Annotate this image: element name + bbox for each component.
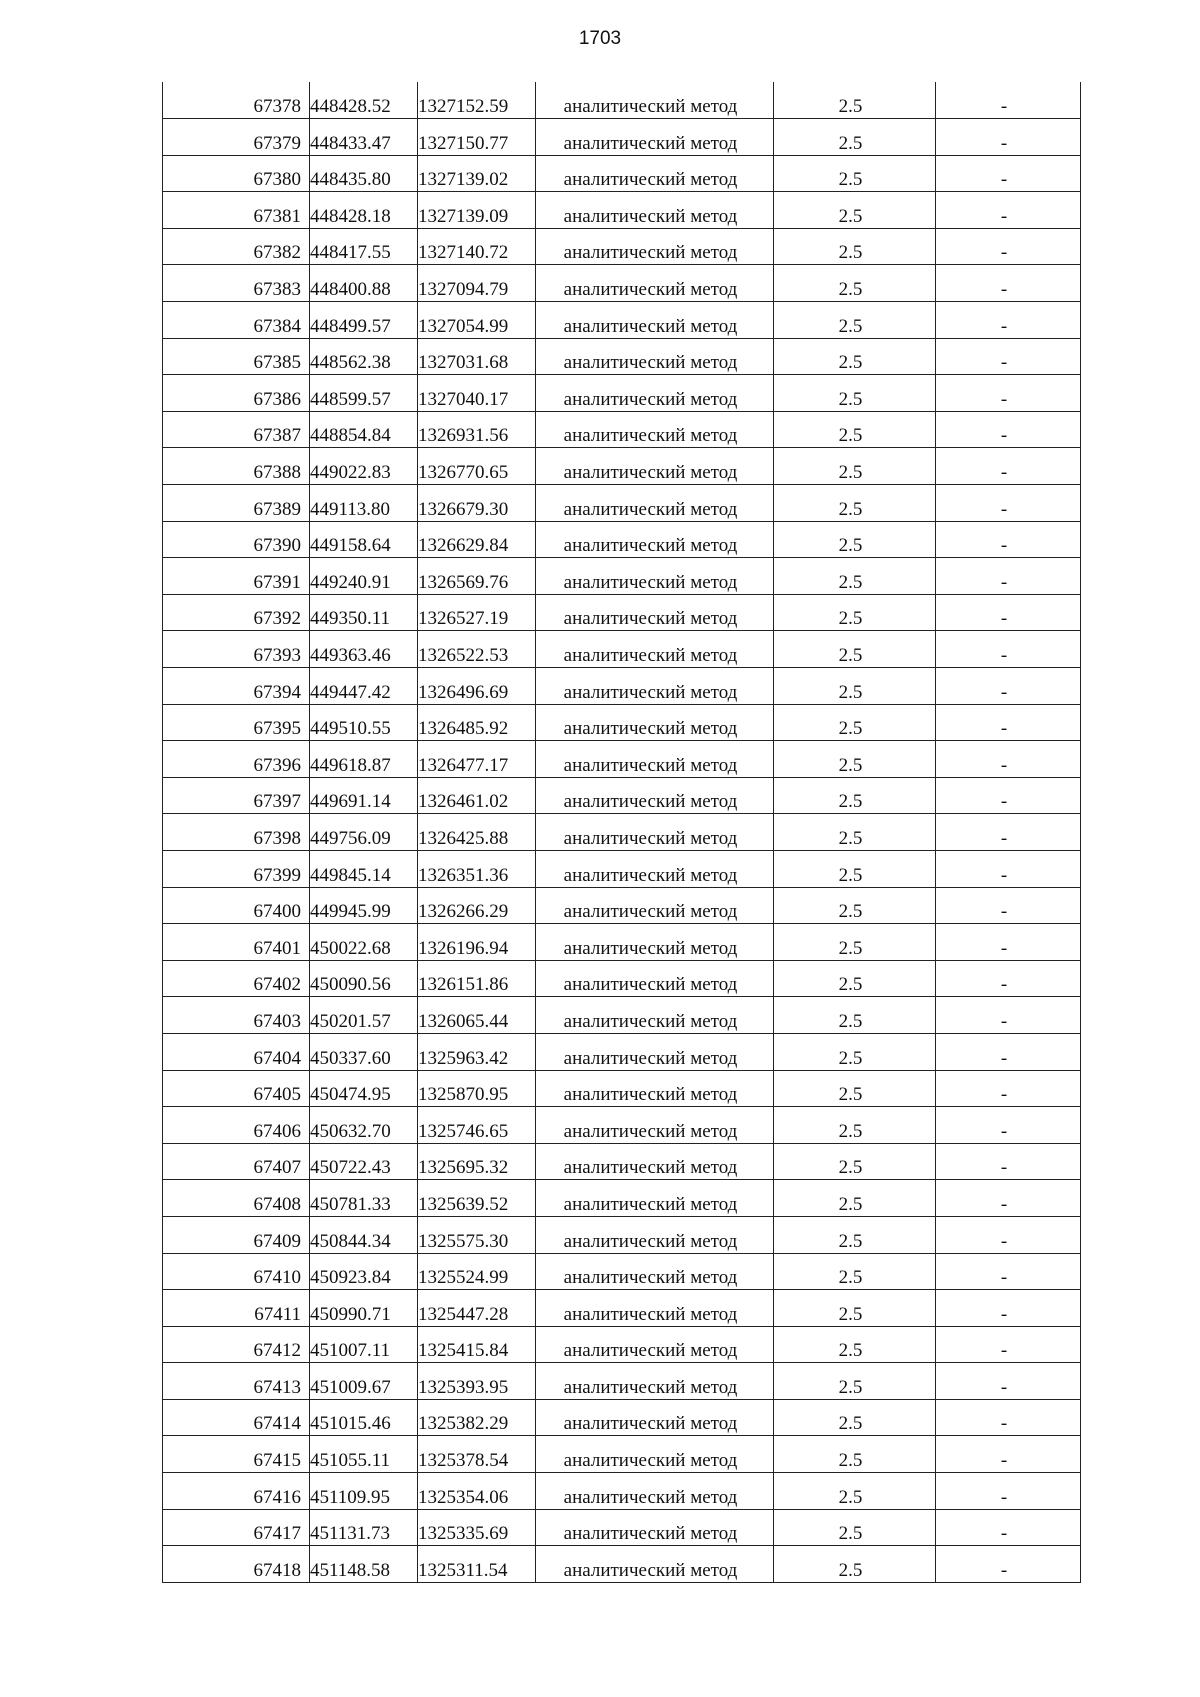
table-row	[163, 119, 1081, 156]
accuracy-cell: 2.5	[774, 741, 936, 778]
note-cell: -	[936, 1473, 1081, 1510]
method-cell: аналитический метод	[536, 1143, 774, 1180]
note-cell: -	[936, 631, 1081, 668]
point-number-cell: 67379	[163, 119, 310, 156]
method-cell: аналитический метод	[536, 302, 774, 339]
x-coordinate-cell: 450022.68	[310, 924, 418, 961]
method-cell: аналитический метод	[536, 1363, 774, 1400]
y-coordinate-cell: 1325963.42	[418, 1033, 536, 1070]
accuracy-cell: 2.5	[774, 228, 936, 265]
note-cell: -	[936, 1180, 1081, 1217]
accuracy-cell: 2.5	[774, 960, 936, 997]
x-coordinate-cell: 450632.70	[310, 1107, 418, 1144]
table-row	[163, 1363, 1081, 1400]
accuracy-cell: 2.5	[774, 1070, 936, 1107]
point-number-cell: 67402	[163, 960, 310, 997]
y-coordinate-cell: 1327031.68	[418, 338, 536, 375]
x-coordinate-cell: 450923.84	[310, 1253, 418, 1290]
x-coordinate-cell: 448428.18	[310, 192, 418, 229]
method-cell: аналитический метод	[536, 704, 774, 741]
method-cell: аналитический метод	[536, 1326, 774, 1363]
method-cell: аналитический метод	[536, 119, 774, 156]
point-number-cell: 67412	[163, 1326, 310, 1363]
accuracy-cell: 2.5	[774, 1399, 936, 1436]
accuracy-cell: 2.5	[774, 594, 936, 631]
point-number-cell: 67404	[163, 1033, 310, 1070]
y-coordinate-cell: 1325524.99	[418, 1253, 536, 1290]
method-cell: аналитический метод	[536, 814, 774, 851]
x-coordinate-cell: 451009.67	[310, 1363, 418, 1400]
table-row	[163, 1546, 1081, 1583]
x-coordinate-cell: 449447.42	[310, 668, 418, 705]
note-cell: -	[936, 1436, 1081, 1473]
table-row	[163, 997, 1081, 1034]
point-number-cell: 67391	[163, 558, 310, 595]
x-coordinate-cell: 451015.46	[310, 1399, 418, 1436]
x-coordinate-cell: 449363.46	[310, 631, 418, 668]
x-coordinate-cell: 448599.57	[310, 375, 418, 412]
note-cell: -	[936, 960, 1081, 997]
table-row	[163, 668, 1081, 705]
note-cell: -	[936, 741, 1081, 778]
y-coordinate-cell: 1327150.77	[418, 119, 536, 156]
note-cell: -	[936, 704, 1081, 741]
note-cell: -	[936, 1143, 1081, 1180]
method-cell: аналитический метод	[536, 1033, 774, 1070]
y-coordinate-cell: 1326477.17	[418, 741, 536, 778]
table-row	[163, 1509, 1081, 1546]
method-cell: аналитический метод	[536, 192, 774, 229]
method-cell: аналитический метод	[536, 1216, 774, 1253]
accuracy-cell: 2.5	[774, 1509, 936, 1546]
x-coordinate-cell: 450990.71	[310, 1290, 418, 1327]
y-coordinate-cell: 1326569.76	[418, 558, 536, 595]
y-coordinate-cell: 1327040.17	[418, 375, 536, 412]
method-cell: аналитический метод	[536, 887, 774, 924]
accuracy-cell: 2.5	[774, 375, 936, 412]
y-coordinate-cell: 1326679.30	[418, 485, 536, 522]
y-coordinate-cell: 1326425.88	[418, 814, 536, 851]
table-row	[163, 1473, 1081, 1510]
accuracy-cell: 2.5	[774, 82, 936, 119]
note-cell: -	[936, 1290, 1081, 1327]
note-cell: -	[936, 1326, 1081, 1363]
x-coordinate-cell: 449756.09	[310, 814, 418, 851]
accuracy-cell: 2.5	[774, 997, 936, 1034]
method-cell: аналитический метод	[536, 338, 774, 375]
point-number-cell: 67409	[163, 1216, 310, 1253]
method-cell: аналитический метод	[536, 228, 774, 265]
method-cell: аналитический метод	[536, 1473, 774, 1510]
x-coordinate-cell: 450781.33	[310, 1180, 418, 1217]
point-number-cell: 67410	[163, 1253, 310, 1290]
point-number-cell: 67406	[163, 1107, 310, 1144]
y-coordinate-cell: 1326770.65	[418, 448, 536, 485]
y-coordinate-cell: 1327139.02	[418, 155, 536, 192]
point-number-cell: 67395	[163, 704, 310, 741]
y-coordinate-cell: 1327139.09	[418, 192, 536, 229]
accuracy-cell: 2.5	[774, 119, 936, 156]
point-number-cell: 67394	[163, 668, 310, 705]
note-cell: -	[936, 668, 1081, 705]
accuracy-cell: 2.5	[774, 1326, 936, 1363]
accuracy-cell: 2.5	[774, 411, 936, 448]
accuracy-cell: 2.5	[774, 265, 936, 302]
accuracy-cell: 2.5	[774, 924, 936, 961]
accuracy-cell: 2.5	[774, 1473, 936, 1510]
point-number-cell: 67381	[163, 192, 310, 229]
method-cell: аналитический метод	[536, 558, 774, 595]
method-cell: аналитический метод	[536, 668, 774, 705]
y-coordinate-cell: 1325335.69	[418, 1509, 536, 1546]
table-row	[163, 1216, 1081, 1253]
method-cell: аналитический метод	[536, 485, 774, 522]
method-cell: аналитический метод	[536, 1070, 774, 1107]
point-number-cell: 67380	[163, 155, 310, 192]
point-number-cell: 67407	[163, 1143, 310, 1180]
table-row	[163, 1107, 1081, 1144]
y-coordinate-cell: 1325415.84	[418, 1326, 536, 1363]
x-coordinate-cell: 451148.58	[310, 1546, 418, 1583]
accuracy-cell: 2.5	[774, 302, 936, 339]
y-coordinate-cell: 1327094.79	[418, 265, 536, 302]
y-coordinate-cell: 1326496.69	[418, 668, 536, 705]
y-coordinate-cell: 1325378.54	[418, 1436, 536, 1473]
method-cell: аналитический метод	[536, 1509, 774, 1546]
x-coordinate-cell: 448400.88	[310, 265, 418, 302]
note-cell: -	[936, 265, 1081, 302]
table-row	[163, 448, 1081, 485]
table-row	[163, 777, 1081, 814]
y-coordinate-cell: 1325639.52	[418, 1180, 536, 1217]
accuracy-cell: 2.5	[774, 1180, 936, 1217]
table-row	[163, 558, 1081, 595]
point-number-cell: 67382	[163, 228, 310, 265]
table-row	[163, 924, 1081, 961]
table-row	[163, 411, 1081, 448]
table-row	[163, 155, 1081, 192]
note-cell: -	[936, 924, 1081, 961]
point-number-cell: 67405	[163, 1070, 310, 1107]
table-row	[163, 814, 1081, 851]
method-cell: аналитический метод	[536, 82, 774, 119]
method-cell: аналитический метод	[536, 521, 774, 558]
page-number: 1703	[578, 28, 622, 49]
point-number-cell: 67413	[163, 1363, 310, 1400]
y-coordinate-cell: 1325870.95	[418, 1070, 536, 1107]
point-number-cell: 67386	[163, 375, 310, 412]
y-coordinate-cell: 1326266.29	[418, 887, 536, 924]
point-number-cell: 67414	[163, 1399, 310, 1436]
accuracy-cell: 2.5	[774, 631, 936, 668]
table-row	[163, 265, 1081, 302]
x-coordinate-cell: 449350.11	[310, 594, 418, 631]
method-cell: аналитический метод	[536, 375, 774, 412]
accuracy-cell: 2.5	[774, 1107, 936, 1144]
note-cell: -	[936, 1399, 1081, 1436]
x-coordinate-cell: 449691.14	[310, 777, 418, 814]
note-cell: -	[936, 850, 1081, 887]
y-coordinate-cell: 1327054.99	[418, 302, 536, 339]
method-cell: аналитический метод	[536, 1107, 774, 1144]
x-coordinate-cell: 450201.57	[310, 997, 418, 1034]
x-coordinate-cell: 448433.47	[310, 119, 418, 156]
table-row	[163, 1143, 1081, 1180]
accuracy-cell: 2.5	[774, 850, 936, 887]
accuracy-cell: 2.5	[774, 1546, 936, 1583]
y-coordinate-cell: 1325447.28	[418, 1290, 536, 1327]
method-cell: аналитический метод	[536, 594, 774, 631]
accuracy-cell: 2.5	[774, 668, 936, 705]
table-row	[163, 594, 1081, 631]
x-coordinate-cell: 450474.95	[310, 1070, 418, 1107]
note-cell: -	[936, 302, 1081, 339]
method-cell: аналитический метод	[536, 1399, 774, 1436]
note-cell: -	[936, 1107, 1081, 1144]
accuracy-cell: 2.5	[774, 1290, 936, 1327]
note-cell: -	[936, 1363, 1081, 1400]
method-cell: аналитический метод	[536, 1290, 774, 1327]
note-cell: -	[936, 1070, 1081, 1107]
accuracy-cell: 2.5	[774, 1436, 936, 1473]
accuracy-cell: 2.5	[774, 485, 936, 522]
coordinates-table-body	[163, 82, 1081, 1582]
method-cell: аналитический метод	[536, 1546, 774, 1583]
table-row	[163, 521, 1081, 558]
accuracy-cell: 2.5	[774, 704, 936, 741]
method-cell: аналитический метод	[536, 850, 774, 887]
x-coordinate-cell: 448499.57	[310, 302, 418, 339]
x-coordinate-cell: 449158.64	[310, 521, 418, 558]
note-cell: -	[936, 887, 1081, 924]
point-number-cell: 67398	[163, 814, 310, 851]
x-coordinate-cell: 449113.80	[310, 485, 418, 522]
table-row	[163, 302, 1081, 339]
table-row	[163, 485, 1081, 522]
x-coordinate-cell: 449845.14	[310, 850, 418, 887]
y-coordinate-cell: 1325382.29	[418, 1399, 536, 1436]
note-cell: -	[936, 1509, 1081, 1546]
table-row	[163, 192, 1081, 229]
y-coordinate-cell: 1326351.36	[418, 850, 536, 887]
y-coordinate-cell: 1326931.56	[418, 411, 536, 448]
point-number-cell: 67411	[163, 1290, 310, 1327]
note-cell: -	[936, 1253, 1081, 1290]
x-coordinate-cell: 449510.55	[310, 704, 418, 741]
y-coordinate-cell: 1325746.65	[418, 1107, 536, 1144]
x-coordinate-cell: 451109.95	[310, 1473, 418, 1510]
note-cell: -	[936, 1216, 1081, 1253]
table-row	[163, 338, 1081, 375]
method-cell: аналитический метод	[536, 1180, 774, 1217]
method-cell: аналитический метод	[536, 1253, 774, 1290]
note-cell: -	[936, 155, 1081, 192]
table-row	[163, 1326, 1081, 1363]
note-cell: -	[936, 192, 1081, 229]
y-coordinate-cell: 1326522.53	[418, 631, 536, 668]
table-row	[163, 1033, 1081, 1070]
table-row	[163, 741, 1081, 778]
y-coordinate-cell: 1326196.94	[418, 924, 536, 961]
y-coordinate-cell: 1326151.86	[418, 960, 536, 997]
y-coordinate-cell: 1325311.54	[418, 1546, 536, 1583]
x-coordinate-cell: 450090.56	[310, 960, 418, 997]
accuracy-cell: 2.5	[774, 1253, 936, 1290]
accuracy-cell: 2.5	[774, 558, 936, 595]
point-number-cell: 67393	[163, 631, 310, 668]
table-row	[163, 1253, 1081, 1290]
accuracy-cell: 2.5	[774, 1363, 936, 1400]
point-number-cell: 67408	[163, 1180, 310, 1217]
x-coordinate-cell: 451007.11	[310, 1326, 418, 1363]
table-row	[163, 1180, 1081, 1217]
point-number-cell: 67383	[163, 265, 310, 302]
note-cell: -	[936, 375, 1081, 412]
point-number-cell: 67385	[163, 338, 310, 375]
y-coordinate-cell: 1327140.72	[418, 228, 536, 265]
point-number-cell: 67399	[163, 850, 310, 887]
accuracy-cell: 2.5	[774, 1216, 936, 1253]
y-coordinate-cell: 1327152.59	[418, 82, 536, 119]
note-cell: -	[936, 777, 1081, 814]
note-cell: -	[936, 82, 1081, 119]
accuracy-cell: 2.5	[774, 887, 936, 924]
point-number-cell: 67418	[163, 1546, 310, 1583]
x-coordinate-cell: 449240.91	[310, 558, 418, 595]
x-coordinate-cell: 448435.80	[310, 155, 418, 192]
note-cell: -	[936, 997, 1081, 1034]
y-coordinate-cell: 1325695.32	[418, 1143, 536, 1180]
point-number-cell: 67417	[163, 1509, 310, 1546]
x-coordinate-cell: 448854.84	[310, 411, 418, 448]
point-number-cell: 67397	[163, 777, 310, 814]
table-row	[163, 82, 1081, 119]
method-cell: аналитический метод	[536, 155, 774, 192]
method-cell: аналитический метод	[536, 741, 774, 778]
point-number-cell: 67389	[163, 485, 310, 522]
note-cell: -	[936, 558, 1081, 595]
note-cell: -	[936, 119, 1081, 156]
method-cell: аналитический метод	[536, 411, 774, 448]
point-number-cell: 67400	[163, 887, 310, 924]
note-cell: -	[936, 1033, 1081, 1070]
note-cell: -	[936, 411, 1081, 448]
x-coordinate-cell: 449945.99	[310, 887, 418, 924]
accuracy-cell: 2.5	[774, 155, 936, 192]
table-row	[163, 375, 1081, 412]
accuracy-cell: 2.5	[774, 338, 936, 375]
method-cell: аналитический метод	[536, 777, 774, 814]
y-coordinate-cell: 1326461.02	[418, 777, 536, 814]
x-coordinate-cell: 448417.55	[310, 228, 418, 265]
table-row	[163, 704, 1081, 741]
accuracy-cell: 2.5	[774, 521, 936, 558]
method-cell: аналитический метод	[536, 448, 774, 485]
x-coordinate-cell: 449022.83	[310, 448, 418, 485]
x-coordinate-cell: 448562.38	[310, 338, 418, 375]
y-coordinate-cell: 1325393.95	[418, 1363, 536, 1400]
y-coordinate-cell: 1326065.44	[418, 997, 536, 1034]
method-cell: аналитический метод	[536, 631, 774, 668]
note-cell: -	[936, 338, 1081, 375]
method-cell: аналитический метод	[536, 997, 774, 1034]
note-cell: -	[936, 1546, 1081, 1583]
point-number-cell: 67401	[163, 924, 310, 961]
x-coordinate-cell: 451055.11	[310, 1436, 418, 1473]
table-row	[163, 1070, 1081, 1107]
table-row	[163, 1399, 1081, 1436]
point-number-cell: 67378	[163, 82, 310, 119]
x-coordinate-cell: 448428.52	[310, 82, 418, 119]
table-row	[163, 887, 1081, 924]
y-coordinate-cell: 1326527.19	[418, 594, 536, 631]
point-number-cell: 67390	[163, 521, 310, 558]
method-cell: аналитический метод	[536, 265, 774, 302]
table-row	[163, 228, 1081, 265]
table-row	[163, 850, 1081, 887]
x-coordinate-cell: 450337.60	[310, 1033, 418, 1070]
accuracy-cell: 2.5	[774, 777, 936, 814]
accuracy-cell: 2.5	[774, 448, 936, 485]
point-number-cell: 67396	[163, 741, 310, 778]
y-coordinate-cell: 1326629.84	[418, 521, 536, 558]
point-number-cell: 67388	[163, 448, 310, 485]
method-cell: аналитический метод	[536, 924, 774, 961]
note-cell: -	[936, 594, 1081, 631]
y-coordinate-cell: 1326485.92	[418, 704, 536, 741]
note-cell: -	[936, 814, 1081, 851]
note-cell: -	[936, 448, 1081, 485]
accuracy-cell: 2.5	[774, 1033, 936, 1070]
accuracy-cell: 2.5	[774, 1143, 936, 1180]
table-row	[163, 1290, 1081, 1327]
accuracy-cell: 2.5	[774, 192, 936, 229]
x-coordinate-cell: 451131.73	[310, 1509, 418, 1546]
y-coordinate-cell: 1325354.06	[418, 1473, 536, 1510]
method-cell: аналитический метод	[536, 1436, 774, 1473]
point-number-cell: 67416	[163, 1473, 310, 1510]
x-coordinate-cell: 449618.87	[310, 741, 418, 778]
point-number-cell: 67387	[163, 411, 310, 448]
note-cell: -	[936, 228, 1081, 265]
note-cell: -	[936, 521, 1081, 558]
point-number-cell: 67384	[163, 302, 310, 339]
table-row	[163, 960, 1081, 997]
y-coordinate-cell: 1325575.30	[418, 1216, 536, 1253]
x-coordinate-cell: 450844.34	[310, 1216, 418, 1253]
table-row	[163, 1436, 1081, 1473]
accuracy-cell: 2.5	[774, 814, 936, 851]
note-cell: -	[936, 485, 1081, 522]
x-coordinate-cell: 450722.43	[310, 1143, 418, 1180]
point-number-cell: 67403	[163, 997, 310, 1034]
method-cell: аналитический метод	[536, 960, 774, 997]
point-number-cell: 67415	[163, 1436, 310, 1473]
coordinates-table	[162, 82, 1081, 1583]
table-row	[163, 631, 1081, 668]
point-number-cell: 67392	[163, 594, 310, 631]
